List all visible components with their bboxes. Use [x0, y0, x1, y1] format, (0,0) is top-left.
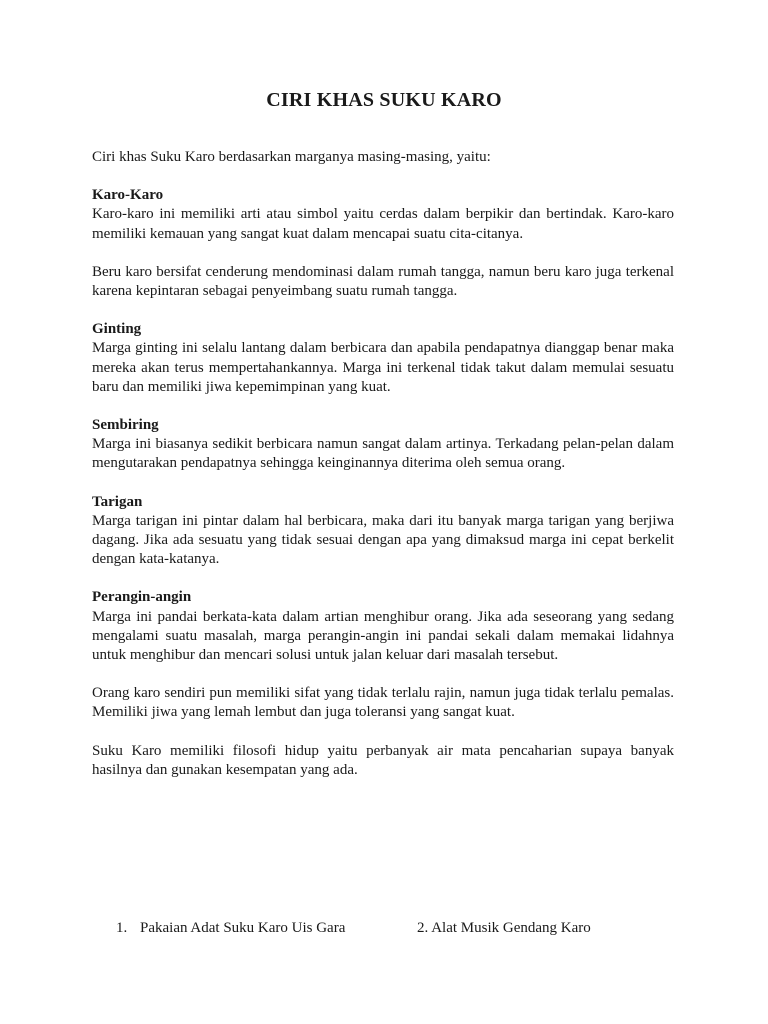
paragraph: Orang karo sendiri pun memiliki sifat yang tidak terlalu rajin, namun juga tidak terlalu pemalas. Memiliki jiwa yang lemah lembut dan juga toleransi yang sangat kuat.: [92, 685, 674, 721]
section-heading: Tarigan: [92, 493, 143, 510]
paragraph: Beru karo bersifat cenderung mendominasi dalam rumah tangga, namun beru karo juga terkenal karena kepintaran sebagai penyeimbang suatu rumah tangga.: [92, 263, 674, 300]
paragraph: Marga ginting ini selalu lantang dalam berbicara dan apabila pendapatnya dianggap benar maka mereka akan terus mempertahankannya. Marga ini terkenal tidak takut dalam memulai sesuatu baru dan memiliki jiwa kepemimpinan yang kuat.: [92, 340, 674, 395]
list-item: [116, 919, 345, 938]
document-body: [92, 148, 674, 799]
list-item-text: Pakaian Adat Suku Karo Uis Gara: [140, 920, 346, 936]
intro-paragraph: Ciri khas Suku Karo berdasarkan marganya masing-masing, yaitu:: [92, 149, 491, 165]
list-item-text: Alat Musik Gendang Karo: [431, 920, 591, 936]
paragraph: Marga ini biasanya sedikit berbicara namun sangat dalam artinya. Terkadang pelan-pelan dalam mengutarakan pendapatnya sehingga keinginannya diterima oleh semua orang.: [92, 436, 674, 472]
list-item-number: 1.: [116, 920, 128, 936]
section-ginting: [92, 320, 674, 397]
section-sembiring: [92, 416, 674, 474]
section-heading: Ginting: [92, 321, 142, 338]
paragraph: Karo-karo ini memiliki arti atau simbol yaitu cerdas dalam berpikir dan bertindak. Karo-karo memiliki kemauan yang sangat kuat dalam mencapai suatu cita-citanya.: [92, 206, 674, 242]
section-karo-karo: [92, 186, 674, 301]
list-item: [417, 919, 591, 938]
section-perangin-angin: [92, 588, 674, 780]
list-item-number: 2.: [417, 920, 429, 936]
section-heading: Karo-Karo: [92, 187, 164, 204]
section-tarigan: [92, 493, 674, 570]
paragraph: Marga ini pandai berkata-kata dalam artian menghibur orang. Jika ada seseorang yang sedang mengalami suatu masalah, marga perangin-angin ini pandai sekali dalam memakai lidahnya untuk menghibur dan mencari solusi untuk jalan keluar dari masalah tersebut.: [92, 608, 674, 664]
section-heading: Sembiring: [92, 417, 159, 434]
paragraph: Marga tarigan ini pintar dalam hal berbicara, maka dari itu banyak marga tarigan yang berjiwa dagang. Jika ada sesuatu yang tidak sesuai dengan apa yang dimaksud marga ini cepat berkelit dengan kata-katanya.: [92, 512, 674, 568]
page-title: CIRI KHAS SUKU KARO: [266, 89, 502, 111]
paragraph: Suku Karo memiliki filosofi hidup yaitu perbanyak air mata pencaharian supaya banyak hasilnya dan gunakan kesempatan yang ada.: [92, 742, 674, 778]
section-heading: Perangin-angin: [92, 589, 192, 606]
